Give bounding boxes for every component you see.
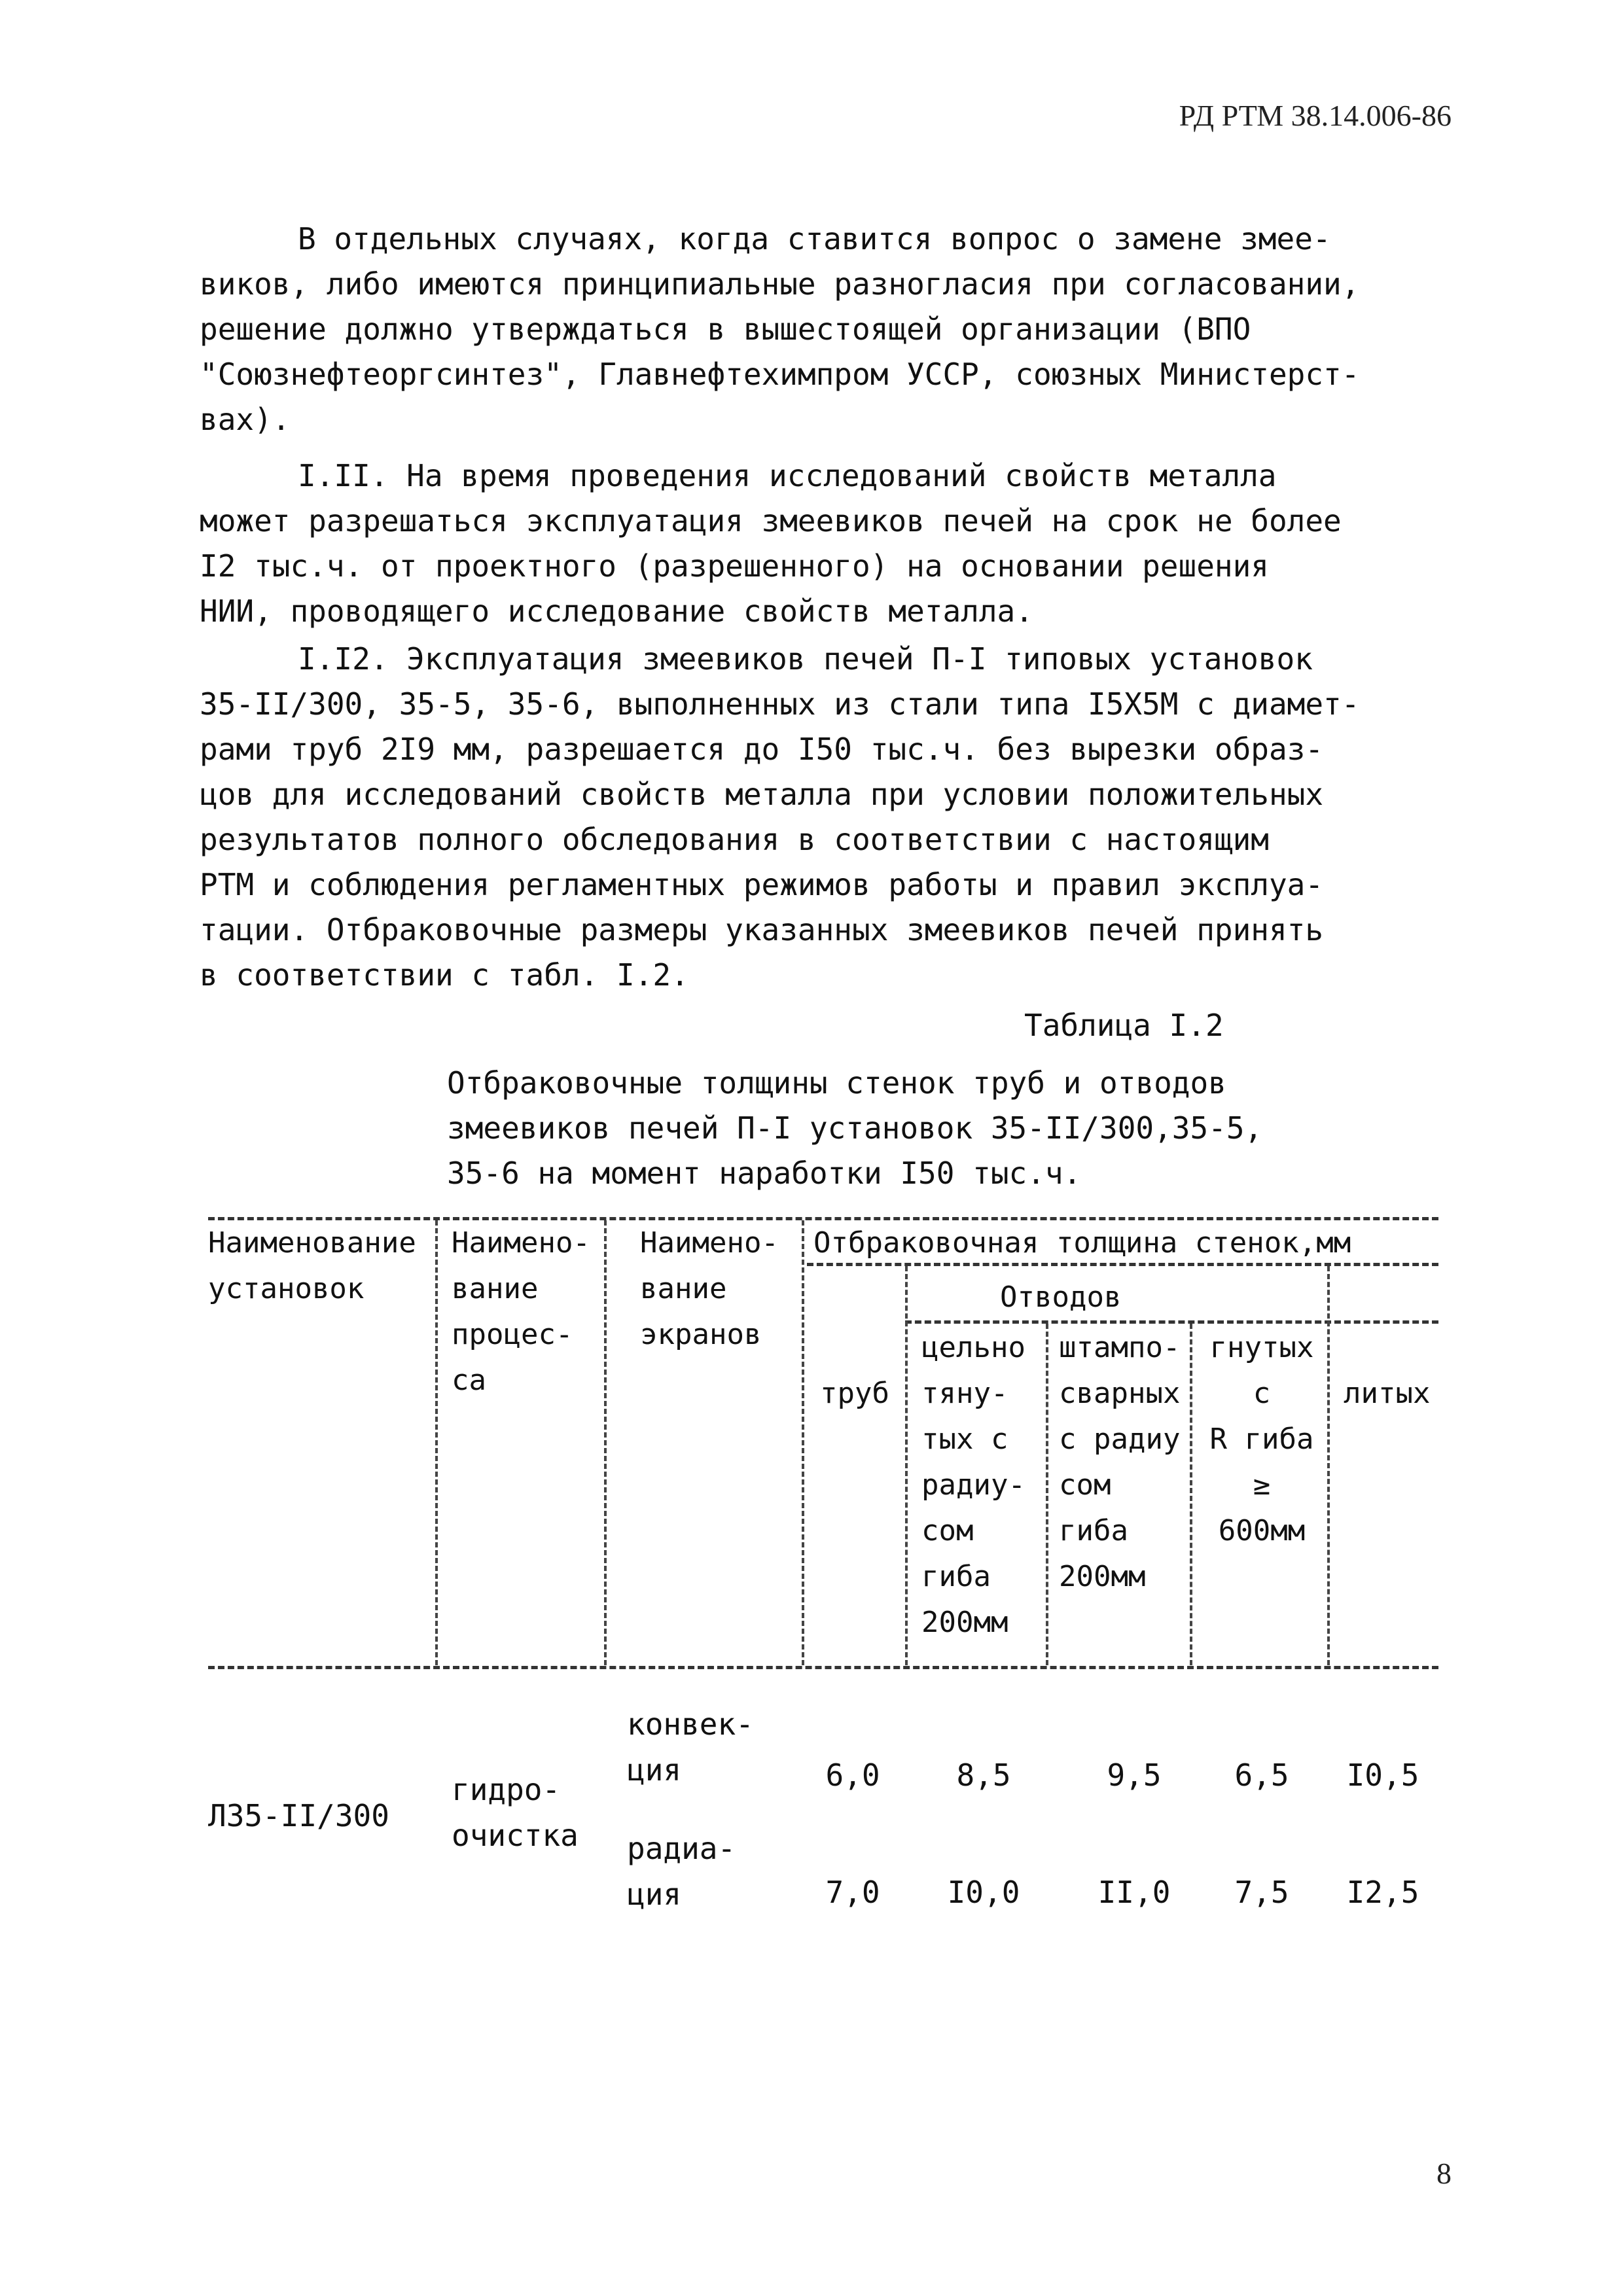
body-line: РТМ и соблюдения регламентных режимов работы и правил эксплуа- — [200, 867, 1324, 902]
cell-stamped: 9,5 — [1107, 1757, 1162, 1793]
cell-seamless: I0,0 — [947, 1875, 1020, 1910]
cell-bent: 6,5 — [1234, 1757, 1289, 1793]
cell-cast: I2,5 — [1346, 1875, 1419, 1910]
body-line: I2 тыс.ч. от проектного (разрешенного) на основании решения — [200, 548, 1269, 584]
header-bent: гнутых с R гиба ≥ 600мм — [1209, 1331, 1314, 1547]
body-line: вах). — [200, 402, 291, 437]
header-seamless: цельно тяну- тых с радиу- сом гиба 200мм — [921, 1331, 1026, 1639]
column-divider — [802, 1220, 804, 1665]
body-line: В отдельных случаях, когда ставится вопрос о замене змее- — [298, 221, 1331, 256]
cell-bent: 7,5 — [1234, 1875, 1289, 1910]
cell-stamped: II,0 — [1097, 1875, 1171, 1910]
body-line: тации. Отбраковочные размеры указанных змеевиков печей принять — [200, 912, 1324, 947]
table-caption-line: 35-6 на момент наработки I50 тыс.ч. — [447, 1156, 1082, 1191]
cell-process: гидро- очистка — [452, 1772, 579, 1853]
body-line: рами труб 2I9 мм, разрешается до I50 тыс.ч. без вырезки образ- — [200, 732, 1324, 767]
header-process: Наимено- вание процес- са — [452, 1226, 590, 1397]
body-line: I.II. На время проведения исследований свойств металла — [298, 458, 1277, 493]
column-divider — [1190, 1324, 1192, 1665]
body-line: в соответствии с табл. I.2. — [200, 957, 689, 993]
body-line: НИИ, проводящего исследование свойств металла. — [200, 593, 1033, 629]
table-caption-line: Отбраковочные толщины стенок труб и отводов — [447, 1065, 1226, 1101]
header-bends: Отводов — [1000, 1280, 1122, 1314]
cell-screen-radiation: радиа- ция — [627, 1831, 736, 1912]
header-bottom-rule — [208, 1666, 1438, 1669]
body-line: 35-II/300, 35-5, 35-6, выполненных из стали типа I5Х5М с диамет- — [200, 686, 1360, 722]
body-line: виков, либо имеются принципиальные разногласия при согласовании, — [200, 266, 1360, 302]
body-line: цов для исследований свойств металла при условии положительных — [200, 777, 1324, 812]
header-screens: Наимено- вание экранов — [640, 1226, 779, 1351]
table-caption-line: змеевиков печей П-I установок 35-II/300,35-5, — [447, 1110, 1263, 1146]
body-line: I.I2. Эксплуатация змеевиков печей П-I типовых установок — [298, 641, 1313, 677]
page-number: 8 — [1436, 2157, 1452, 2190]
column-divider — [1046, 1324, 1048, 1665]
column-divider — [905, 1266, 908, 1665]
column-divider — [435, 1220, 438, 1665]
cell-installation: Л35-II/300 — [208, 1798, 389, 1833]
header-pipes: труб — [820, 1377, 889, 1410]
column-divider — [1327, 1266, 1330, 1665]
body-line: "Союзнефтеоргсинтез", Главнефтехимпром УССР, союзных Министерст- — [200, 357, 1360, 392]
table-label: Таблица I.2 — [1024, 1008, 1224, 1043]
body-line: решение должно утверждаться в вышестоящей организации (ВПО — [200, 311, 1251, 347]
body-line: результатов полного обследования в соответствии с настоящим — [200, 822, 1269, 857]
cell-seamless: 8,5 — [956, 1757, 1011, 1793]
cell-pipes: 7,0 — [825, 1875, 880, 1910]
bends-subheader-rule — [905, 1320, 1438, 1324]
header-installation: Наименование установок — [208, 1226, 416, 1305]
document-code: РД РТМ 38.14.006-86 — [1179, 99, 1452, 132]
header-stamped: штампо- сварных с радиу сом гиба 200мм — [1059, 1331, 1181, 1593]
cell-screen-convection: конвек- ция — [627, 1706, 754, 1788]
header-cast: литых — [1344, 1377, 1431, 1410]
column-divider — [604, 1220, 607, 1665]
header-thickness: Отбраковочная толщина стенок,мм — [813, 1226, 1351, 1260]
body-line: может разрешаться эксплуатация змеевиков печей на срок не более — [200, 503, 1342, 539]
cell-cast: I0,5 — [1346, 1757, 1419, 1793]
cell-pipes: 6,0 — [825, 1757, 880, 1793]
thickness-table — [208, 1217, 1438, 1937]
